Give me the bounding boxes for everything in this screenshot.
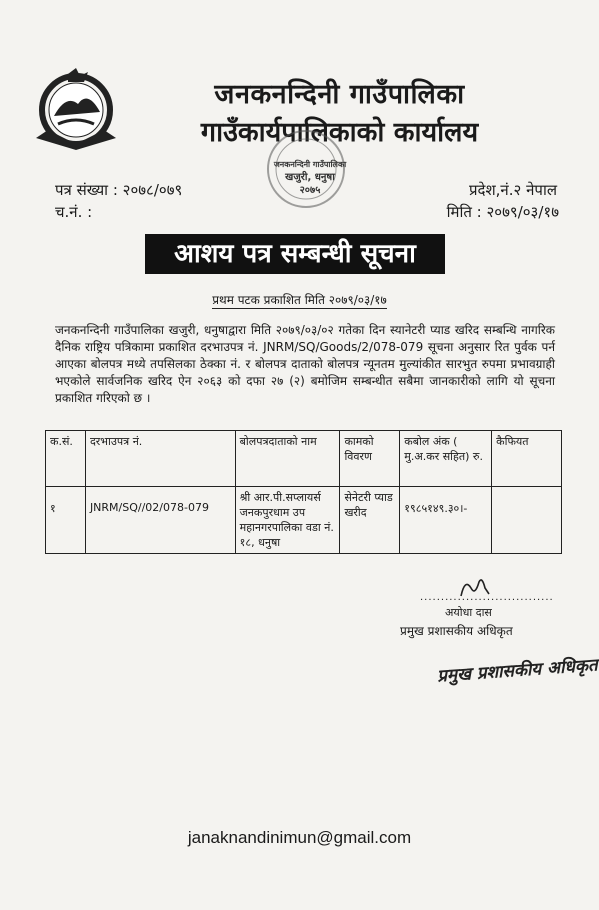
signature-line: ................................ bbox=[420, 592, 554, 603]
cell-quotation-no: JNRM/SQ//02/078-079 bbox=[85, 487, 235, 554]
publish-date-text: प्रथम पटक प्रकाशित मिति २०७९/०३/१७ bbox=[212, 293, 387, 307]
office-subtitle: गाउँकार्यपालिकाको कार्यालय bbox=[200, 117, 479, 148]
cell-remarks bbox=[492, 487, 562, 554]
letter-number: पत्र संख्या : २०७८/०७९ bbox=[55, 181, 183, 199]
col-header-work: कामको विवरण bbox=[340, 431, 400, 487]
cell-amount: १९८५१४९.३०।- bbox=[400, 487, 492, 554]
dispatch-number: च.नं. : bbox=[55, 203, 93, 221]
stamp-name: जनकनन्दिनी गाउँपालिका bbox=[273, 160, 347, 169]
col-header-amount: कबोल अंक ( मु.अ.कर सहित) रु. bbox=[400, 431, 492, 487]
col-header-remarks: कैफियत bbox=[492, 431, 562, 487]
table-row bbox=[46, 487, 562, 554]
table-header-row bbox=[46, 431, 562, 487]
contact-email: janaknandinimun@gmail.com bbox=[187, 828, 412, 847]
col-header-sn: क.सं. bbox=[46, 431, 86, 487]
cell-work: सेनेटरी प्याड खरीद bbox=[340, 487, 400, 554]
office-stamp-text bbox=[260, 158, 360, 197]
designation-stamp: प्रमुख प्रशासकीय अधिकृत bbox=[436, 655, 599, 687]
signatory-title: प्रमुख प्रशासकीय अधिकृत bbox=[400, 624, 513, 638]
letter-date: मिति : २०७९/०३/१७ bbox=[446, 203, 559, 221]
bid-table bbox=[45, 430, 562, 554]
office-name: जनकनन्दिनी गाउँपालिका bbox=[214, 79, 465, 110]
notice-body: जनकनन्दिनी गाउँपालिका खजुरी, धनुषाद्वारा मिति २०७९/०३/०२ गतेका दिन स्यानेटरी प्याड खरिद सम्बन्धि नागरिक दैनिक राष्ट्रिय पत्रिकामा प्रकाशित दरभाउपत्र नं. JNRM/SQ/Goods/2/078-079 सूचना अनुसार रित पुर्वक पर्न आएका बोलपत्र मध्ये तपसिलका ठेक्का नं. र बोलपत्र दाताको बोलपत्र न्यूनतम मुल्यांकीत सारभुत रुपमा प्रभावग्राही भएकोले सार्वजनिक खरिद ऐन २०६३ को दफा २७ (२) बमोजिम सम्बन्धीत सबैमा जानकारीको लागि यो सूचना प्रकाशित गरिएको छ । bbox=[55, 323, 555, 405]
publish-date-line bbox=[0, 291, 599, 308]
notice-title: आशय पत्र सम्बन्धी सूचना bbox=[145, 234, 445, 274]
col-header-quotation-no: दरभाउपत्र नं. bbox=[85, 431, 235, 487]
province-label: प्रदेश,नं.२ नेपाल bbox=[468, 181, 557, 199]
stamp-year: २०७५ bbox=[299, 185, 321, 196]
cell-sn: १ bbox=[46, 487, 86, 554]
stamp-place: खजुरी, धनुषा bbox=[285, 172, 335, 183]
signatory-name: अयोधा दास bbox=[445, 606, 492, 619]
col-header-bidder: बोलपत्रदाताको नाम bbox=[235, 431, 340, 487]
cell-bidder: श्री आर.पी.सप्लायर्स जनकपुरधाम उप महानगरपालिका वडा नं. १८, धनुषा bbox=[235, 487, 340, 554]
